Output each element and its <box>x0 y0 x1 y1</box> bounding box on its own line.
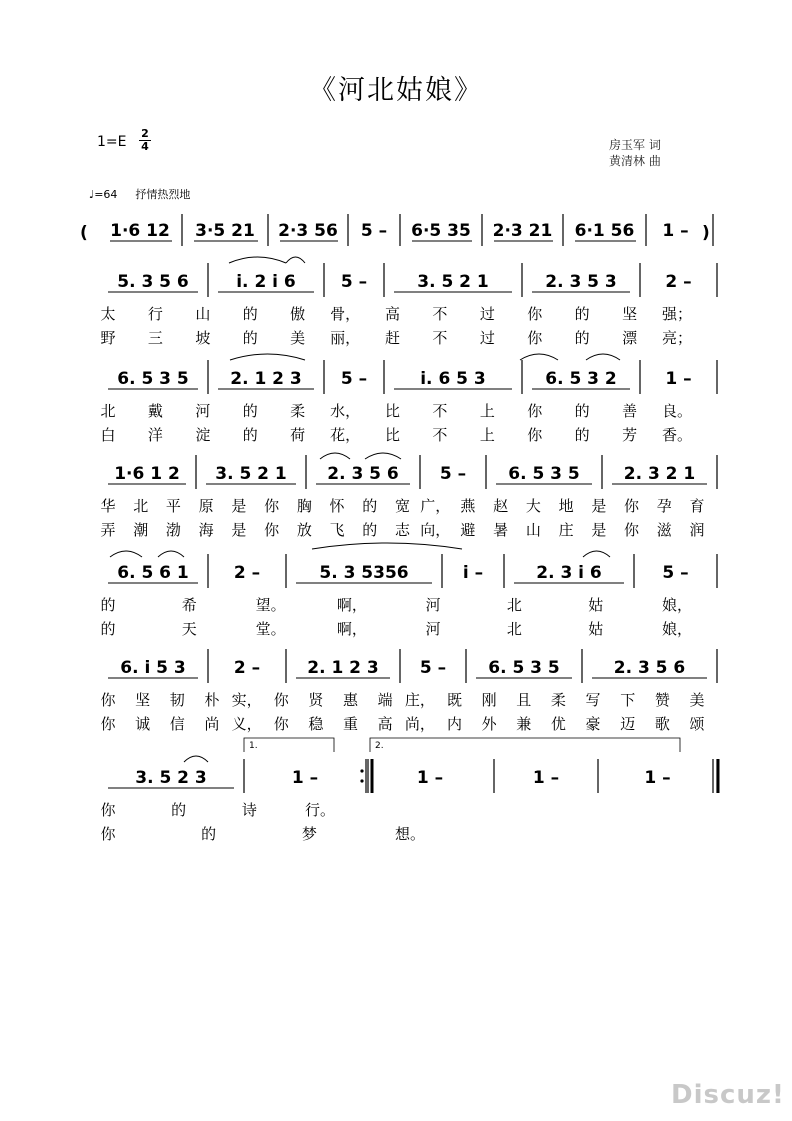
slur-mark <box>312 543 462 549</box>
line3-verse1-char: 孕 <box>656 497 672 515</box>
line3-measure-6: 2. 3 2 1 <box>623 464 696 484</box>
line5-verse1-char: 写 <box>585 691 601 709</box>
line3-verse2-char: 你 <box>264 521 280 539</box>
line1-verse1-char: 行 <box>147 305 163 323</box>
watermark-logo: Discuz! <box>671 1080 785 1110</box>
line4-verse2-char: 北 <box>506 620 522 638</box>
line2-verse2-char: 淀 <box>195 426 211 444</box>
line5-verse1-char: 实， <box>231 691 262 709</box>
line1-verse1-char: 不 <box>432 305 448 323</box>
repeat-dot <box>360 779 363 782</box>
volta-2-bracket <box>370 738 680 752</box>
line2-verse2-char: 花， <box>330 426 361 444</box>
line1-verse2-char: 的 <box>574 329 590 347</box>
line5-verse2-char: 内 <box>446 715 462 733</box>
line3-verse2-char: 志 <box>394 521 411 539</box>
volta-2-label: 2. <box>375 741 384 751</box>
line4-verse1-char: 啊， <box>336 596 367 614</box>
line1-verse1-char: 骨， <box>330 305 361 323</box>
line3-measure-1: 1·6 1 2 <box>114 464 180 484</box>
line1-verse2-char: 美 <box>290 329 306 347</box>
slur-mark <box>586 354 620 360</box>
line6-verse1-char: 你 <box>100 801 116 819</box>
intro-measure-7: 6·1 56 <box>574 221 635 241</box>
line3-measure-4: 5 – <box>439 464 467 484</box>
line1-verse2-char: 丽， <box>330 329 361 347</box>
line5-verse1-char: 惠 <box>343 691 359 709</box>
line2-verse2-char: 比 <box>384 426 401 444</box>
line5-verse2-char: 信 <box>169 715 185 733</box>
line4-verse1-char: 望。 <box>255 596 286 614</box>
line3-verse1-char: 你 <box>264 497 280 515</box>
line2-verse2-char: 上 <box>479 426 495 444</box>
line3-verse1-char: 是 <box>591 497 607 515</box>
line6-measure-1: 3. 5 2 3 <box>135 768 207 788</box>
line1-verse1-char: 高 <box>384 305 401 323</box>
line5-measure-1: 6. i 5 3 <box>120 658 186 678</box>
line3-verse1-char: 平 <box>165 497 181 515</box>
line2-verse1-char: 北 <box>100 402 116 420</box>
line3-verse1-char: 燕 <box>460 497 476 515</box>
line2-verse1-char: 良。 <box>661 402 693 420</box>
line2-verse2-char: 你 <box>527 426 543 444</box>
line5-verse1-char: 刚 <box>481 691 497 709</box>
line3-verse2-char: 渤 <box>165 521 181 539</box>
slur-mark <box>320 453 350 459</box>
repeat-dot <box>360 769 363 772</box>
line3-verse2-char: 暑 <box>493 521 509 539</box>
line1-verse1-char: 太 <box>100 305 116 323</box>
line5-verse1-char: 且 <box>516 691 532 709</box>
line2-verse2-char: 白 <box>100 426 116 444</box>
slur-mark <box>286 257 305 263</box>
line4-verse2-char: 堂。 <box>255 620 286 638</box>
line5-verse2-char: 你 <box>100 715 116 733</box>
line3-verse2-char: 山 <box>525 521 541 539</box>
line3-verse1-char: 怀 <box>329 497 345 515</box>
line1-verse2-char: 赶 <box>384 329 401 347</box>
line6-measure-3: 1 – <box>416 768 444 788</box>
line1-verse1-char: 的 <box>242 305 258 323</box>
line1-verse1-char: 过 <box>479 305 495 323</box>
line5-verse2-char: 歌 <box>654 715 670 733</box>
line2-measure-3: 5 – <box>340 369 368 389</box>
line3-verse2-char: 是 <box>231 521 247 539</box>
line5-verse2-char: 尚 <box>204 715 220 733</box>
line5-verse2-char: 诚 <box>135 715 151 733</box>
slur-mark <box>110 551 142 557</box>
line3-verse2-char: 滋 <box>656 521 672 539</box>
line5-verse2-char: 外 <box>481 715 497 733</box>
line5-measure-3: 2. 1 2 3 <box>307 658 379 678</box>
line1-verse1-char: 强； <box>661 305 693 323</box>
line5-verse2-char: 优 <box>550 715 566 733</box>
line2-measure-5: 6. 5 3 2 <box>545 369 617 389</box>
line3-verse2-char: 润 <box>689 521 705 539</box>
line2-verse1-char: 比 <box>384 402 401 420</box>
slur-mark <box>158 551 184 557</box>
line3-verse2-char: 潮 <box>133 521 149 539</box>
lyricist-credit: 房玉军 词 <box>609 138 661 152</box>
line2-verse2-char: 的 <box>574 426 590 444</box>
line3-verse1-char: 原 <box>198 497 214 515</box>
line6-measure-5: 1 – <box>644 768 671 788</box>
line4-verse1-char: 姑 <box>588 596 604 614</box>
line5-verse1-char: 既 <box>446 691 462 709</box>
line5-verse2-char: 迈 <box>620 715 636 733</box>
line1-verse2-char: 过 <box>479 329 495 347</box>
volta-1-label: 1. <box>249 741 258 751</box>
line4-measure-5: 2. 3 i 6 <box>536 563 602 583</box>
line5-verse1-char: 你 <box>100 691 116 709</box>
line3-verse1-char: 你 <box>624 497 640 515</box>
tempo-mood: 抒情热烈地 <box>135 188 191 201</box>
line3-verse1-char: 赵 <box>493 497 509 515</box>
line3-verse1-char: 育 <box>689 497 705 515</box>
line1-measure-3: 5 – <box>340 272 368 292</box>
line2-verse1-char: 善 <box>622 402 638 420</box>
intro-measure-3: 2·3 56 <box>278 221 338 241</box>
line1-verse1-char: 你 <box>527 305 543 323</box>
line2-verse1-char: 上 <box>479 402 495 420</box>
line5-verse2-char: 你 <box>273 715 289 733</box>
line1-measure-6: 2 – <box>665 272 692 292</box>
line5-measure-6: 2. 3 5 6 <box>613 658 686 678</box>
line5-verse1-char: 端 <box>377 691 393 709</box>
slur-mark <box>229 257 286 263</box>
line2-verse2-char: 香。 <box>661 426 693 444</box>
line1-verse2-char: 野 <box>100 329 116 347</box>
composer-credit: 黄清林 曲 <box>609 154 661 168</box>
line2-verse1-char: 戴 <box>147 402 163 420</box>
line2-measure-4: i. 6 5 3 <box>420 369 486 389</box>
line3-verse1-char: 的 <box>362 497 378 515</box>
line2-verse1-char: 不 <box>432 402 448 420</box>
line4-verse1-char: 河 <box>425 596 441 614</box>
line3-verse1-char: 宽 <box>394 497 411 515</box>
line3-verse2-char: 弄 <box>100 521 116 539</box>
line3-verse2-char: 庄 <box>558 521 574 539</box>
slur-mark <box>184 756 208 762</box>
line3-verse1-char: 是 <box>231 497 247 515</box>
line4-verse1-char: 娘， <box>661 596 693 614</box>
line4-measure-6: 5 – <box>662 563 689 583</box>
line3-verse2-char: 放 <box>296 521 312 539</box>
line6-measure-2: 1 – <box>291 768 319 788</box>
line6-verse2-char: 梦 <box>301 825 317 843</box>
line5-measure-5: 6. 5 3 5 <box>488 658 560 678</box>
line5-verse1-char: 柔 <box>550 691 566 709</box>
line4-verse2-char: 娘， <box>661 620 693 638</box>
line3-verse2-char: 海 <box>198 521 214 539</box>
line2-verse2-char: 不 <box>432 426 448 444</box>
song-title: 《河北姑娘》 <box>309 75 483 106</box>
line6-verse1-char: 的 <box>171 801 187 819</box>
intro-open-paren: ( <box>80 223 88 243</box>
line5-verse1-char: 美 <box>689 691 705 709</box>
line1-verse2-char: 漂 <box>622 329 638 347</box>
line6-verse2-char: 的 <box>201 825 217 843</box>
line4-verse2-char: 姑 <box>588 620 604 638</box>
line2-measure-1: 6. 5 3 5 <box>117 369 189 389</box>
line3-verse2-char: 是 <box>591 521 607 539</box>
line1-measure-5: 2. 3 5 3 <box>545 272 617 292</box>
key-signature: 1=E <box>97 134 127 150</box>
line4-verse1-char: 希 <box>181 596 197 614</box>
line5-verse2-char: 稳 <box>308 715 324 733</box>
line3-measure-5: 6. 5 3 5 <box>508 464 580 484</box>
intro-measure-4: 5 – <box>360 221 388 241</box>
line2-verse2-char: 荷 <box>290 426 306 444</box>
intro-measure-8: 1 – <box>662 221 689 241</box>
line3-verse1-char: 大 <box>525 497 541 515</box>
line3-verse1-char: 北 <box>133 497 149 515</box>
line1-verse1-char: 山 <box>195 305 211 323</box>
intro-measure-2: 3·5 21 <box>195 221 255 241</box>
line4-verse2-char: 河 <box>425 620 441 638</box>
time-signature-bottom: 4 <box>139 140 151 153</box>
line5-verse2-char: 重 <box>343 715 359 733</box>
line3-verse1-char: 胸 <box>296 497 312 515</box>
line5-verse1-char: 庄， <box>404 691 435 709</box>
line2-verse1-char: 水， <box>330 402 361 420</box>
line5-verse2-char: 尚， <box>404 715 435 733</box>
slur-mark <box>583 551 610 557</box>
line2-verse1-char: 你 <box>527 402 543 420</box>
line1-verse1-char: 傲 <box>290 305 306 323</box>
intro-close-paren: ) <box>702 223 710 243</box>
slur-mark <box>520 354 558 360</box>
line3-verse2-char: 向， <box>420 521 451 539</box>
slur-mark <box>230 354 305 360</box>
line1-measure-2: i. 2 i 6 <box>236 272 296 292</box>
line6-verse2-char: 想。 <box>394 825 426 843</box>
line3-verse2-char: 你 <box>624 521 640 539</box>
line4-measure-3: 5. 3 5356 <box>319 563 409 583</box>
line1-verse1-char: 的 <box>574 305 590 323</box>
line4-verse2-char: 的 <box>100 620 116 638</box>
line6-measure-4: 1 – <box>532 768 560 788</box>
line3-measure-2: 3. 5 2 1 <box>215 464 287 484</box>
line1-verse1-char: 坚 <box>622 305 638 323</box>
line4-verse2-char: 啊， <box>336 620 367 638</box>
line5-measure-2: 2 – <box>233 658 261 678</box>
line1-verse2-char: 亮； <box>661 329 693 347</box>
line3-measure-3: 2. 3 5 6 <box>327 464 399 484</box>
line4-verse1-char: 的 <box>100 596 116 614</box>
slur-mark <box>365 453 401 459</box>
line3-verse1-char: 广， <box>420 497 451 515</box>
line6-verse1-char: 行。 <box>304 801 336 819</box>
line2-verse1-char: 的 <box>242 402 258 420</box>
line2-verse1-char: 柔 <box>290 402 306 420</box>
line5-verse1-char: 赞 <box>654 691 670 709</box>
line2-verse1-char: 的 <box>574 402 590 420</box>
line1-measure-1: 5. 3 5 6 <box>117 272 189 292</box>
line3-verse2-char: 避 <box>460 521 476 539</box>
line2-measure-6: 1 – <box>665 369 692 389</box>
line3-verse1-char: 华 <box>100 497 116 515</box>
line5-verse1-char: 贤 <box>308 691 324 709</box>
line5-verse1-char: 你 <box>273 691 289 709</box>
line4-verse2-char: 天 <box>181 620 197 638</box>
line3-verse1-char: 地 <box>558 497 574 515</box>
line1-verse2-char: 坡 <box>195 329 211 347</box>
intro-measure-6: 2·3 21 <box>492 221 553 241</box>
line1-verse2-char: 不 <box>432 329 448 347</box>
line5-verse2-char: 颂 <box>689 715 705 733</box>
line1-verse2-char: 的 <box>242 329 258 347</box>
line4-measure-2: 2 – <box>233 563 261 583</box>
line5-verse1-char: 朴 <box>204 691 220 709</box>
line1-verse2-char: 你 <box>527 329 543 347</box>
line5-measure-4: 5 – <box>419 658 447 678</box>
line2-verse2-char: 的 <box>242 426 258 444</box>
line6-verse2-char: 你 <box>100 825 116 843</box>
line5-verse1-char: 韧 <box>169 691 185 709</box>
line3-verse2-char: 的 <box>362 521 378 539</box>
line4-measure-1: 6. 5 6 1 <box>117 563 189 583</box>
intro-measure-5: 6·5 35 <box>411 221 471 241</box>
line5-verse2-char: 高 <box>377 715 393 733</box>
line5-verse2-char: 兼 <box>516 715 532 733</box>
line2-verse1-char: 河 <box>195 402 211 420</box>
line5-verse1-char: 坚 <box>135 691 151 709</box>
time-signature-top: 2 <box>141 127 149 140</box>
line4-verse1-char: 北 <box>506 596 522 614</box>
line3-verse2-char: 飞 <box>329 521 345 539</box>
line1-verse2-char: 三 <box>147 329 163 347</box>
line5-verse2-char: 豪 <box>585 715 601 733</box>
line1-measure-4: 3. 5 2 1 <box>417 272 489 292</box>
line2-verse2-char: 芳 <box>622 426 638 444</box>
line5-verse2-char: 义， <box>231 715 262 733</box>
line5-verse1-char: 下 <box>620 691 636 709</box>
tempo-bpm: ♩=64 <box>89 188 118 201</box>
line4-measure-4: i – <box>462 563 484 583</box>
intro-measure-1: 1·6 12 <box>110 221 170 241</box>
line2-verse2-char: 洋 <box>147 426 163 444</box>
line2-measure-2: 2. 1 2 3 <box>230 369 302 389</box>
line6-verse1-char: 诗 <box>241 801 257 819</box>
